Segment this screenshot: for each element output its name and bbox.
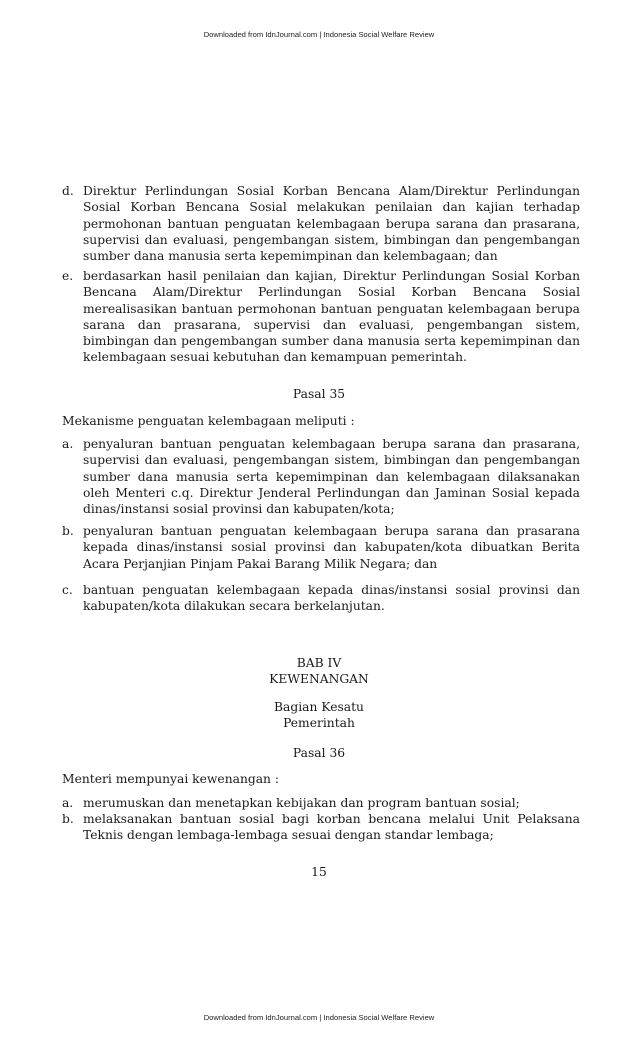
bagian-heading: Bagian Kesatu xyxy=(274,700,364,714)
list-label: c. xyxy=(62,583,73,597)
list-label: a. xyxy=(62,796,74,810)
pasal-36-intro: Menteri mempunyai kewenangan : xyxy=(62,772,280,786)
list-item-c xyxy=(62,582,580,615)
pasal-36-heading: Pasal 36 xyxy=(292,746,346,760)
pasal-35-intro: Mekanisme penguatan kelembagaan meliputi : xyxy=(62,414,355,428)
bab-number: BAB IV xyxy=(296,656,342,670)
list-item-b xyxy=(62,811,580,844)
list-text: penyaluran bantuan penguatan kelembagaan berupa sarana dan prasarana kepada dinas/instansi sosial provinsi dan kabupaten/kota dibuatkan Berita Acara Perjanjian Pinjam Pakai Barang Milik Negara; dan xyxy=(83,524,580,571)
list-text: merumuskan dan menetapkan kebijakan dan program bantuan sosial; xyxy=(83,796,520,810)
list-label: d. xyxy=(62,184,74,198)
download-watermark-top: Downloaded from IdnJournal.com | Indonesia Social Welfare Review xyxy=(203,30,435,39)
list-item-b xyxy=(62,523,580,572)
list-text: melaksanakan bantuan sosial bagi korban bencana melalui Unit Pelaksana Teknis dengan lembaga-lembaga sesuai dengan standar lembaga; xyxy=(83,812,580,843)
bab-title: KEWENANGAN xyxy=(269,672,369,686)
list-text: Direktur Perlindungan Sosial Korban Bencana Alam/Direktur Perlindungan Sosial Korban Bencana Sosial melakukan penilaian dan kajian terhadap permohonan bantuan penguatan kelembagaan berupa sarana dan prasarana, supervisi dan evaluasi, pengembangan sistem, bimbingan dan pengembangan sumber dana manusia serta kepemimpinan dan kelembagaan; dan xyxy=(83,184,580,264)
list-item-a xyxy=(62,795,580,811)
list-label: a. xyxy=(62,437,74,451)
list-label: b. xyxy=(62,524,74,538)
list-item-d xyxy=(62,183,580,264)
list-item-e xyxy=(62,268,580,366)
list-text: berdasarkan hasil penilaian dan kajian, Direktur Perlindungan Sosial Korban Bencana Alam/Direktur Perlindungan Sosial Korban Bencana Sosial merealisasikan bantuan permohonan bantuan penguatan kelembagaan berupa sarana dan prasarana, supervisi dan evaluasi, pengembangan sistem, bimbingan dan pengembangan sumber dana manusia serta kepemimpinan dan kelembagaan sesuai kebutuhan dan kemampuan pemerintah. xyxy=(83,269,580,365)
bagian-title: Pemerintah xyxy=(283,716,355,730)
list-label: e. xyxy=(62,269,74,283)
pasal-35-heading: Pasal 35 xyxy=(292,387,346,401)
list-label: b. xyxy=(62,812,74,826)
page-number: 15 xyxy=(311,865,327,879)
list-item-a xyxy=(62,436,580,517)
list-text: penyaluran bantuan penguatan kelembagaan berupa sarana dan prasarana, supervisi dan evaluasi, pengembangan sistem, bimbingan dan pengembangan sumber dana manusia serta kepemimpinan dan kelembagaan dilaksanakan oleh Menteri c.q. Direktur Jenderal Perlindungan dan Jaminan Sosial kepada dinas/instansi sosial provinsi dan kabupaten/kota; xyxy=(83,437,580,517)
list-text: bantuan penguatan kelembagaan kepada dinas/instansi sosial provinsi dan kabupaten/kota dilakukan secara berkelanjutan. xyxy=(83,583,580,614)
download-watermark-bottom: Downloaded from IdnJournal.com | Indonesia Social Welfare Review xyxy=(203,1013,435,1022)
